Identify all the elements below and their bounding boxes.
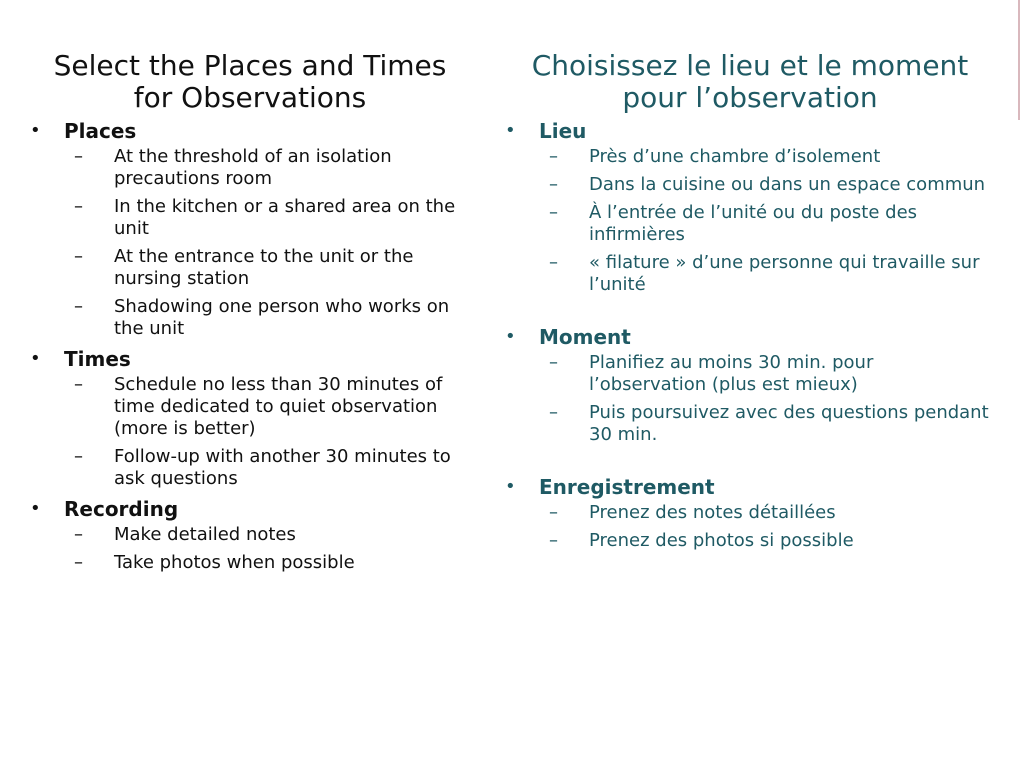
list-item — [64, 146, 470, 190]
list-item-text: « filature » d’une personne qui travaille sur l’unité — [589, 252, 980, 295]
list-item-text: Make detailed notes — [114, 524, 296, 545]
list-item-text: Prenez des notes détaillées — [589, 502, 836, 523]
list-item-text: Shadowing one person who works on the unit — [114, 296, 450, 339]
list-item — [64, 374, 470, 440]
sub-list — [64, 146, 470, 340]
list-item-text: Planifiez au moins 30 min. pour l’observation (plus est mieux) — [589, 352, 874, 395]
section-heading: Moment — [539, 325, 631, 349]
list-item — [64, 246, 470, 290]
section-heading: Places — [64, 119, 137, 143]
french-column — [505, 50, 995, 558]
dash-icon: – — [549, 352, 558, 373]
dash-icon: – — [74, 524, 83, 545]
french-title-line: Choisissez le lieu et le moment — [531, 49, 969, 82]
dash-icon: – — [549, 402, 558, 423]
dash-icon: – — [74, 146, 83, 167]
list-item-text: À l’entrée de l’unité ou du poste des infirmières — [589, 202, 918, 245]
dash-icon: – — [74, 374, 83, 395]
list-item — [539, 146, 995, 168]
dash-icon: – — [549, 502, 558, 523]
dash-icon: – — [74, 296, 83, 317]
list-item-text: At the threshold of an isolation precautions room — [114, 146, 392, 189]
french-section-lieu — [505, 118, 995, 296]
bullet-icon: • — [30, 348, 41, 369]
list-item-text: Puis poursuivez avec des questions pendant 30 min. — [589, 402, 989, 445]
sub-list — [64, 524, 470, 574]
french-title — [505, 50, 995, 114]
list-item — [539, 202, 995, 246]
slide-edge-accent — [1018, 0, 1020, 120]
english-column — [30, 50, 470, 580]
list-item-text: At the entrance to the unit or the nursing station — [114, 246, 414, 289]
list-item — [539, 402, 995, 446]
dash-icon: – — [549, 146, 558, 167]
sub-list — [539, 352, 995, 446]
dash-icon: – — [549, 530, 558, 551]
list-item — [64, 446, 470, 490]
french-section-list — [505, 118, 995, 552]
list-item — [64, 552, 470, 574]
dash-icon: – — [549, 252, 558, 273]
list-item-text: Prenez des photos si possible — [589, 530, 854, 551]
dash-icon: – — [74, 552, 83, 573]
list-item-text: Près d’une chambre d’isolement — [589, 146, 881, 167]
dash-icon: – — [74, 196, 83, 217]
bullet-icon: • — [505, 120, 516, 141]
section-heading: Recording — [64, 497, 179, 521]
list-item — [539, 530, 995, 552]
list-item — [539, 252, 995, 296]
dash-icon: – — [549, 174, 558, 195]
list-item-text: Schedule no less than 30 minutes of time dedicated to quiet observation (more is better) — [114, 374, 443, 439]
english-title-line: for Observations — [133, 81, 367, 114]
bullet-icon: • — [30, 120, 41, 141]
french-title-line: pour l’observation — [622, 81, 878, 114]
french-section-enregistrement — [505, 474, 995, 552]
sub-list — [64, 374, 470, 490]
list-item — [64, 296, 470, 340]
english-section-places — [30, 118, 470, 340]
english-title — [30, 50, 470, 114]
list-item-text: Take photos when possible — [114, 552, 355, 573]
english-section-recording — [30, 496, 470, 574]
bullet-icon: • — [505, 476, 516, 497]
dash-icon: – — [74, 446, 83, 467]
sub-list — [539, 502, 995, 552]
list-item-text: Dans la cuisine ou dans un espace commun — [589, 174, 986, 195]
bullet-icon: • — [505, 326, 516, 347]
english-section-list — [30, 118, 470, 574]
dash-icon: – — [74, 246, 83, 267]
sub-list — [539, 146, 995, 296]
dash-icon: – — [549, 202, 558, 223]
list-item-text: Follow-up with another 30 minutes to ask questions — [114, 446, 451, 489]
section-heading: Lieu — [539, 119, 587, 143]
list-item — [539, 174, 995, 196]
list-item — [64, 524, 470, 546]
section-heading: Enregistrement — [539, 475, 715, 499]
french-section-moment — [505, 324, 995, 446]
list-item-text: In the kitchen or a shared area on the unit — [114, 196, 456, 239]
list-item — [539, 502, 995, 524]
english-title-line: Select the Places and Times — [53, 49, 447, 82]
list-item — [64, 196, 470, 240]
bullet-icon: • — [30, 498, 41, 519]
english-section-times — [30, 346, 470, 490]
section-heading: Times — [64, 347, 131, 371]
list-item — [539, 352, 995, 396]
